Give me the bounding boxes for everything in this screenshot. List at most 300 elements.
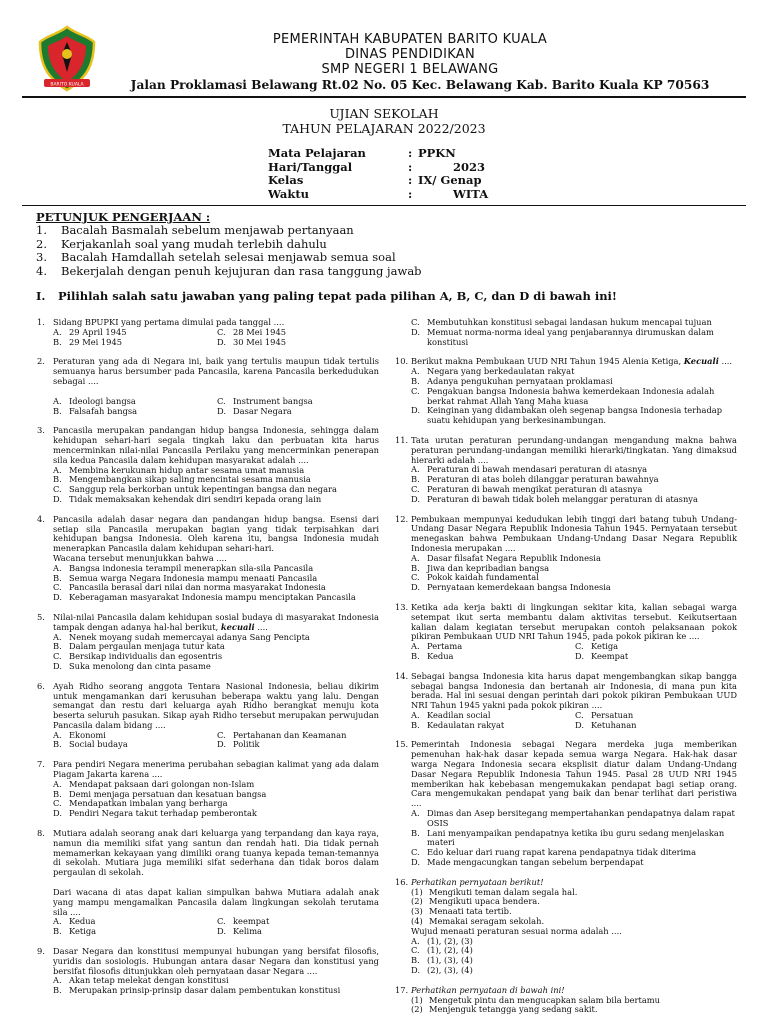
option-letter: C.: [411, 483, 420, 494]
option-text: Ketiga: [69, 926, 97, 937]
answer-options: [411, 318, 737, 347]
option-text: (1), (3), (4): [427, 955, 473, 966]
meta-key: Kelas: [268, 173, 304, 187]
question-number: 17.: [395, 984, 409, 995]
statement-item: [411, 917, 737, 927]
question-item: [37, 426, 379, 504]
answer-option[interactable]: [53, 662, 379, 672]
answer-options: [411, 642, 737, 662]
answer-option[interactable]: [53, 495, 379, 505]
meta-extra: 2023: [453, 159, 486, 174]
option-letter: C.: [217, 729, 226, 740]
option-letter: D.: [53, 592, 62, 603]
exam-year: TAHUN PELAJARAN 2022/2023: [282, 121, 486, 136]
question-text: [53, 829, 379, 878]
option-letter: B.: [53, 405, 62, 416]
question-number: 15.: [395, 739, 409, 750]
question-text: [53, 515, 379, 554]
option-text: Peraturan di atas boleh dilanggar peraturan bawahnya: [427, 474, 659, 485]
statement-number: (2): [411, 896, 423, 907]
answer-option[interactable]: [217, 740, 379, 750]
option-letter: A.: [53, 916, 62, 927]
option-letter: C.: [217, 326, 226, 337]
question-number: 3.: [37, 425, 45, 436]
answer-option[interactable]: [411, 406, 737, 426]
answer-option[interactable]: [53, 986, 379, 996]
question-number: 8.: [37, 828, 45, 839]
option-text: Mengembangkan sikap saling mencintai sesama manusia: [69, 474, 311, 485]
answer-option[interactable]: [217, 338, 379, 348]
option-text: Pertahanan dan Keamanan: [233, 729, 347, 740]
option-text: Merupakan prinsip-prinsip dasar dalam pembentukan konstitusi: [69, 985, 341, 996]
instruction-text: Bekerjalah dengan penuh kejujuran dan rasa tanggung jawab: [61, 263, 422, 278]
option-text: Jiwa dan kepribadian bangsa: [427, 562, 550, 573]
option-text: Peraturan di bawah mendasari peraturan di atasnya: [427, 464, 648, 475]
meta-divider: [22, 205, 746, 206]
question-number: 13.: [395, 601, 409, 612]
option-letter: B.: [411, 719, 420, 730]
exam-title: UJIAN SEKOLAH: [329, 106, 439, 121]
option-text: Pendiri Negara takut terhadap pemberontak: [69, 808, 257, 819]
instruction-item: [36, 251, 422, 265]
option-text: Pertama: [427, 641, 463, 652]
option-text: Keadilan social: [427, 709, 491, 720]
option-letter: A.: [411, 464, 420, 475]
option-letter: C.: [411, 317, 420, 327]
option-text: Kedaulatan rakyat: [427, 719, 505, 730]
option-text: 29 Mei 1945: [69, 336, 123, 347]
option-text: Politik: [233, 739, 260, 750]
meta-colon: :: [408, 186, 413, 201]
question-stem: Berikut makna Pembukaan UUD NRI Tahun 1945 Alenia Ketiga,: [411, 356, 682, 367]
option-letter: D.: [411, 582, 420, 593]
answer-option[interactable]: [217, 927, 379, 937]
header-divider: [22, 96, 746, 98]
question-stem: Pancasila adalah dasar negara dan pandangan hidup bangsa. Esensi dari setiap sila Pancasila merupakan bagian yang tidak terpisahkan dari kehidupan bangsa Indonesia. Oleh karena itu, bangsa Indonesia mudah menerapkan Pancasila dalam kehidupan sehari-hari.: [53, 513, 379, 554]
answer-options: [53, 466, 379, 505]
option-letter: D.: [217, 336, 226, 347]
option-text: Dasar filsafat Negara Republik Indonesia: [427, 552, 601, 563]
answer-option[interactable]: [411, 387, 737, 407]
question-text: [53, 682, 379, 731]
option-text: Kelima: [233, 926, 263, 937]
questions-right-column: [395, 318, 737, 1025]
option-text: Bersikap individualis dan egosentris: [69, 651, 223, 662]
question-item: [37, 357, 379, 416]
option-text: Falsafah bangsa: [69, 405, 138, 416]
option-letter: B.: [411, 375, 420, 386]
question-prompt: Dari wacana di atas dapat kalian simpulkan bahwa Mutiara adalah anak yang mampu mengamalkan Pancasila dalam lingkungan sekolah terutama sila ....: [53, 887, 379, 917]
answer-option[interactable]: [411, 583, 737, 593]
option-text: Lani menyampaikan pendapatnya ketika ibu guru sedang menjelaskan materi: [427, 827, 725, 848]
question-number: 14.: [395, 670, 409, 681]
question-prompt: Wujud menaati peraturan sesuai norma adalah ....: [411, 925, 622, 936]
option-letter: D.: [411, 857, 420, 868]
option-letter: C.: [53, 651, 62, 662]
option-text: Memuat norma-norma ideal yang penjabarannya dirumuskan dalam konstitusi: [427, 326, 714, 347]
option-letter: A.: [411, 641, 420, 652]
option-letter: A.: [411, 808, 420, 819]
question-stem-end: ....: [254, 621, 268, 632]
option-text: Ideologi bangsa: [69, 395, 136, 406]
option-letter: D.: [411, 405, 420, 416]
answer-option[interactable]: [411, 328, 737, 348]
option-text: (2), (3), (4): [427, 965, 473, 976]
answer-options: [411, 465, 737, 504]
answer-option[interactable]: [411, 721, 575, 731]
question-item: [395, 672, 737, 731]
option-letter: C.: [575, 641, 584, 652]
answer-option[interactable]: [575, 652, 737, 662]
option-letter: B.: [411, 827, 420, 838]
option-text: Persatuan: [591, 709, 634, 720]
option-text: Ketuhanan: [591, 719, 637, 730]
question-stem: Sidang BPUPKI yang pertama dimulai pada tanggal ....: [53, 317, 285, 327]
question-number: 2.: [37, 356, 45, 367]
option-text: Made mengacungkan tangan sebelum berpendapat: [427, 857, 644, 868]
question-item: [37, 760, 379, 819]
answer-option[interactable]: [53, 593, 379, 603]
answer-option[interactable]: [53, 809, 379, 819]
statement-item: [411, 1005, 737, 1015]
answer-option[interactable]: [217, 407, 379, 417]
question-text: [411, 515, 737, 554]
question-stem: Ketika ada kerja bakti di lingkungan sekitar kita, kalian sebagai warga setempat ikut serta membantu dalam aktivitas tersebut. Keikutsertaan kalian dalam kegiatan tersebut merupakan contoh pelaksanaan pokok pikiran Pembukaan UUD NRI Tahun 1945, pada pokok pikiran ke ....: [411, 601, 737, 642]
statement-text: Menaati tata tertib.: [429, 906, 512, 917]
answer-options: [53, 397, 379, 417]
option-text: Instrument bangsa: [233, 395, 313, 406]
question-item: [37, 515, 379, 603]
option-letter: C.: [217, 916, 226, 927]
option-text: Sanggup rela berkorban untuk kepentingan bangsa dan negara: [69, 484, 337, 495]
answer-option[interactable]: [575, 721, 737, 731]
option-letter: C.: [575, 709, 584, 720]
school-name: SMP NEGERI 1 BELAWANG: [321, 62, 499, 77]
option-text: Dimas dan Asep bersitegang mempertahankan pendapatnya dalam rapat OSIS: [427, 808, 735, 828]
option-letter: B.: [411, 955, 420, 966]
meta-value: IX/ Genap: [418, 173, 482, 187]
answer-option[interactable]: [53, 927, 217, 937]
option-letter: B.: [53, 641, 62, 652]
instruction-text: Kerjakanlah soal yang mudah terlebih dahulu: [61, 236, 327, 251]
question-number: 12.: [395, 513, 409, 524]
question-stem: Para pendiri Negara menerima perubahan sebagian kalimat yang ada dalam Piagam Jakarta karena ....: [53, 759, 379, 780]
meta-extra: WITA: [453, 186, 489, 201]
option-letter: B.: [53, 572, 62, 583]
question-stem: Dasar Negara dan konstitusi mempunyai hubungan yang bersifat filosofis, yuridis dan sosiologis. Hubungan antara dasar Negara dan konstitusi yang bersifat filosofis ditunjukkan oleh pernyataan dasar Negara ....: [53, 946, 379, 976]
option-text: Peraturan di bawah tidak boleh melanggar peraturan di atasnya: [427, 493, 698, 504]
option-text: Keberagaman masyarakat Indonesia mampu menciptakan Pancasila: [69, 592, 356, 603]
option-letter: A.: [53, 562, 62, 573]
question-stem: Peraturan yang ada di Negara ini, baik yang tertulis maupun tidak tertulis semuanya harus bersumber pada Pancasila, karena Pancasila berkedudukan sebagai ....: [53, 356, 379, 386]
statement-number: (1): [411, 886, 423, 897]
option-letter: B.: [411, 474, 420, 485]
question-stem: Sebagai bangsa Indonesia kita harus dapat mengembangkan sikap bangga sebagai bangsa Indonesia dan bertanah air Indonesia, di mana pun kita berada. Hal ini sesuai dengan perintah dari pokok pikiran Pembukaan UUD NRI Tahun 1945 yakni pada pokok pikiran ....: [411, 670, 737, 711]
option-letter: C.: [411, 385, 420, 396]
question-stem: Tata urutan peraturan perundang-undangan mengandung makna bahwa peraturan perundang-undangan memiliki hierarki/tingkatan. Yang dimaksud hierarki adalah ....: [411, 434, 737, 465]
instruction-item: [36, 238, 422, 252]
option-text: 30 Mei 1945: [233, 336, 287, 347]
option-letter: D.: [411, 493, 420, 504]
statement-text: Mengetuk pintu dan mengucapkan salam bila bertamu: [429, 994, 661, 1005]
question-item: [395, 986, 737, 1015]
option-text: (1), (2), (3): [427, 935, 473, 946]
instruction-number: 2.: [36, 236, 47, 251]
option-letter: A.: [411, 366, 420, 377]
question-prompt: Wacana tersebut menunjukkan bahwa ....: [53, 552, 227, 563]
option-text: Dasar Negara: [233, 405, 292, 416]
option-text: Mendapatkan imbalan yang berharga: [69, 798, 228, 809]
answer-options: [53, 976, 379, 996]
answer-options: [411, 367, 737, 426]
question-item: [37, 682, 379, 751]
question-item: [395, 603, 737, 662]
option-text: Edo keluar dari ruang rapat karena pendapatnya tidak diterima: [427, 847, 697, 858]
meta-key: Mata Pelajaran: [268, 146, 366, 160]
gov-name: PEMERINTAH KABUPATEN BARITO KUALA: [272, 32, 548, 47]
option-text: Demi menjaga persatuan dan kesatuan bangsa: [69, 788, 267, 799]
option-text: Kedua: [69, 916, 96, 927]
answer-option[interactable]: [411, 858, 737, 868]
option-letter: D.: [217, 739, 226, 750]
question-item: [395, 740, 737, 867]
option-text: Keinginan yang didambakan oleh segenap bangsa Indonesia terhadap suatu kehidupan yang berkesinambungan.: [427, 405, 723, 426]
option-letter: A.: [53, 631, 62, 642]
question-lead: Perhatikan pernyataan berikut!: [411, 876, 544, 887]
answer-option[interactable]: [411, 652, 575, 662]
answer-option[interactable]: [411, 495, 737, 505]
option-letter: B.: [53, 474, 62, 485]
option-letter: D.: [575, 719, 584, 730]
question-keyword: Kecuali: [683, 356, 719, 367]
question-number: 7.: [37, 759, 45, 770]
answer-options: [411, 937, 737, 976]
option-text: Social budaya: [69, 739, 128, 750]
question-stem: Pemerintah Indonesia sebagai Negara merdeka juga memberikan pemenuhan hak-hak dasar kepada semua warga Negara. Hak-hak dasar warga Negara Indonesia secara eksplisit diatur dalam Undang-Undang Dasar Negara Republik Indonesia Tahun 1945. Pasal 28 UUD NRI 1945 memberikan hak kebebasan mengemukakan pendapat bagi setiap orang. Cara mengemukakan pendapat yang baik dan benar terlihat dari peristiwa ....: [411, 739, 737, 809]
option-text: Membutuhkan konstitusi sebagai landasan hukum mencapai tujuan: [427, 317, 712, 327]
option-letter: D.: [411, 326, 420, 337]
question-number: 6.: [37, 680, 45, 691]
instruction-text: Bacalah Basmalah sebelum menjawab pertanyaan: [61, 223, 354, 237]
option-letter: B.: [53, 788, 62, 799]
question-text: [53, 947, 379, 976]
option-text: Ekonomi: [69, 729, 106, 740]
answer-option[interactable]: [411, 829, 737, 849]
answer-options: [411, 554, 737, 593]
instruction-item: [36, 224, 422, 238]
answer-option[interactable]: [411, 966, 737, 976]
question-stem: Ayah Ridho seorang anggota Tentara Nasional Indonesia, beliau dikirim untuk mengamankan dari kerusuhan beberapa waktu yang lalu. Dengan semangat dan restu dari keluarga ayah Ridho berangkat menuju kota beserta seluruh pasukan. Sikap ayah Ridho tersebut merupakan perwujudan Pancasila dalam bidang ....: [53, 680, 379, 730]
instruction-number: 3.: [36, 250, 47, 264]
question-lead: Perhatikan pernyataan di bawah ini!: [411, 984, 565, 995]
instruction-item: [36, 265, 422, 279]
instruction-number: 4.: [36, 263, 47, 278]
question-text: [411, 436, 737, 465]
option-text: Pokok kaidah fundamental: [427, 572, 539, 583]
statement-text: Menjenguk tetangga yang sedang sakit.: [429, 1004, 598, 1015]
instructions-heading: PETUNJUK PENGERJAAN :: [36, 210, 211, 224]
answer-option[interactable]: [53, 338, 217, 348]
question-text: [53, 613, 379, 633]
option-text: Pernyataan kemerdekaan bangsa Indonesia: [427, 582, 611, 593]
option-text: Pancasila berasal dari nilai dan norma masyarakat Indonesia: [69, 582, 326, 593]
option-text: Bangsa indonesia terampil menerapkan sila-sila Pancasila: [69, 562, 314, 573]
option-text: Semua warga Negara Indonesia mampu menaati Pancasila: [69, 572, 318, 583]
option-letter: C.: [53, 798, 62, 809]
statement-number: (2): [411, 1004, 423, 1015]
statement-text: Mengikuti upaca bendera.: [429, 896, 540, 907]
section-instruction: Pilihlah salah satu jawaban yang paling tepat pada pilihan A, B, C, dan D di bawah ini!: [58, 289, 617, 303]
answer-options: [53, 731, 379, 751]
option-text: (1), (2), (4): [427, 945, 473, 956]
meta-key: Hari/Tanggal: [268, 159, 353, 174]
option-text: 28 Mei 1945: [233, 326, 287, 337]
question-item: [395, 515, 737, 593]
question-stem-end: ....: [718, 356, 733, 367]
option-text: Mendapat paksaan dari golongan non-Islam: [69, 778, 255, 789]
statement-list: [411, 888, 737, 927]
option-letter: B.: [53, 336, 62, 347]
option-letter: C.: [53, 582, 62, 593]
question-item: [37, 318, 379, 347]
option-letter: A.: [53, 975, 62, 986]
question-item: [37, 947, 379, 996]
statement-number: (3): [411, 906, 423, 917]
option-letter: C.: [411, 572, 420, 583]
option-letter: C.: [411, 945, 420, 956]
option-letter: D.: [411, 965, 420, 976]
instructions: [36, 211, 422, 278]
question-number: 5.: [37, 611, 45, 622]
answer-option[interactable]: [53, 740, 217, 750]
option-text: Tidak memaksakan kehendak diri sendiri kepada orang lain: [69, 493, 322, 504]
option-letter: A.: [53, 464, 62, 475]
option-letter: D.: [217, 926, 226, 937]
logo-text: BARITO KUALA: [50, 82, 84, 88]
question-number: 4.: [37, 513, 45, 524]
question-text: [411, 740, 737, 809]
instruction-text: Bacalah Hamdallah setelah selesai menjawab semua soal: [61, 250, 396, 264]
option-text: 29 April 1945: [69, 326, 127, 337]
statement-text: Memakai seragam sekolah.: [429, 916, 545, 927]
answer-option[interactable]: [53, 407, 217, 417]
meta-key: Waktu: [268, 186, 310, 201]
option-letter: B.: [53, 926, 62, 937]
option-text: Kedua: [427, 650, 454, 661]
option-letter: A.: [53, 778, 62, 789]
barito-kuala-emblem-icon: [32, 24, 102, 94]
option-letter: A.: [411, 935, 420, 946]
option-letter: C.: [217, 395, 226, 406]
option-letter: D.: [217, 405, 226, 416]
option-text: Keempat: [591, 650, 629, 661]
statement-number: (4): [411, 916, 423, 927]
question-stem: Mutiara adalah seorang anak dari keluarga yang terpandang dan kaya raya, namun dia memiliki sifat yang santun dan rendah hati. Dia tidak pernah memamerkan kekayaan yang dimiliki orang tuanya kepada teman-temannya di sekolah. Mutiara juga memiliki sifat sederhana dan tidak boros dalam pergaulan di sekolah.: [53, 828, 379, 878]
answer-options: [411, 711, 737, 731]
answer-options: [53, 633, 379, 672]
option-text: Negara yang berkedaulatan rakyat: [427, 366, 575, 377]
agency-name: DINAS PENDIDIKAN: [344, 47, 476, 62]
statement-text: Mengikuti teman dalam segala hal.: [429, 886, 578, 897]
option-text: Nenek moyang sudah memercayai adanya Sang Pencipta: [69, 631, 310, 642]
option-letter: A.: [53, 729, 62, 740]
option-letter: B.: [411, 650, 420, 661]
meta-colon: :: [408, 173, 413, 187]
instruction-number: 1.: [36, 223, 47, 237]
question-item: [395, 357, 737, 426]
option-letter: A.: [411, 552, 420, 563]
question-keyword: kecuali: [220, 621, 255, 632]
answer-options: [411, 809, 737, 868]
option-text: Suka menolong dan cinta pasame: [69, 660, 211, 671]
question-stem: Pembukaan mempunyai kedudukan lebih tinggi dari batang tubuh Undang-Undang Dasar Negara Republik Indonesia Tahun 1945. Pernyataan tersebut menegaskan bahwa Pembukaan Undang-Undang Dasar Negara Republik Indonesia merupakan ....: [411, 513, 737, 553]
option-letter: D.: [53, 808, 62, 819]
question-text: [411, 603, 737, 642]
letterhead: [0, 0, 768, 100]
question-number: 1.: [37, 317, 45, 327]
option-letter: B.: [53, 985, 62, 996]
question-number: 11.: [395, 434, 409, 445]
school-address: Jalan Proklamasi Belawang Rt.02 No. 05 Kec. Belawang Kab. Barito Kuala KP 70563: [130, 78, 710, 92]
option-letter: D.: [53, 660, 62, 671]
option-text: Dalam pergaulan menjaga tutur kata: [69, 641, 225, 652]
question-stem: Pancasila merupakan pandangan hidup bangsa Indonesia, sehingga dalam kehidupan sehari-hari segala tingkah laku dan perbuatan kita harus mencerminkan nilai-nilai Pancasila Perilaku yang mencerminkan penerapan sila kedua Pancasila dalam kehidupan masyarakat adalah ....: [53, 425, 379, 465]
question-continuation: [395, 318, 737, 347]
question-item: [395, 878, 737, 976]
question-stem: Nilai-nilai Pancasila dalam kehidupan sosial budaya di masyarakat Indonesia tampak dengan adanya hal-hal berikut,: [53, 611, 379, 632]
option-letter: A.: [53, 326, 62, 337]
answer-options: [53, 564, 379, 603]
option-letter: C.: [53, 484, 62, 495]
meta-value: PPKN: [418, 146, 456, 160]
question-number: 9.: [37, 946, 45, 957]
option-letter: C.: [411, 847, 420, 858]
question-number: 10.: [395, 356, 409, 367]
meta-colon: :: [408, 159, 413, 174]
option-text: Pengakuan bangsa Indonesia bahwa kemerdekaan Indonesia adalah berkat rahmat Allah Yang Maha kuasa: [427, 385, 715, 406]
question-text: [53, 357, 379, 386]
option-letter: B.: [53, 739, 62, 750]
question-item: [37, 829, 379, 937]
option-letter: D.: [575, 650, 584, 661]
questions-left-column: [37, 318, 379, 996]
option-text: Peraturan di bawah mengikat peraturan di atasnya: [427, 483, 643, 494]
option-text: keempat: [233, 916, 270, 927]
statement-number: (1): [411, 994, 423, 1005]
option-letter: B.: [411, 562, 420, 573]
meta-colon: :: [408, 146, 413, 160]
statement-list: [411, 996, 737, 1016]
option-letter: A.: [411, 709, 420, 720]
option-text: Akan tetap melekat dengan konstitusi: [69, 975, 229, 986]
question-number: 16.: [395, 876, 409, 887]
option-text: Membina kerukunan hidup antar sesama umat manusia: [69, 464, 305, 475]
section-heading: [36, 289, 617, 303]
question-text: [53, 426, 379, 465]
answer-option[interactable]: [411, 809, 737, 829]
option-letter: A.: [53, 395, 62, 406]
answer-options: [53, 328, 379, 348]
option-letter: D.: [53, 493, 62, 504]
answer-options: [53, 917, 379, 937]
section-number: I.: [36, 289, 46, 303]
question-text: [53, 760, 379, 780]
option-text: Ketiga: [591, 641, 619, 652]
question-item: [395, 436, 737, 505]
option-text: Adanya pengukuhan pernyataan proklamasi: [427, 375, 613, 386]
question-item: [37, 613, 379, 672]
question-text: [411, 672, 737, 711]
